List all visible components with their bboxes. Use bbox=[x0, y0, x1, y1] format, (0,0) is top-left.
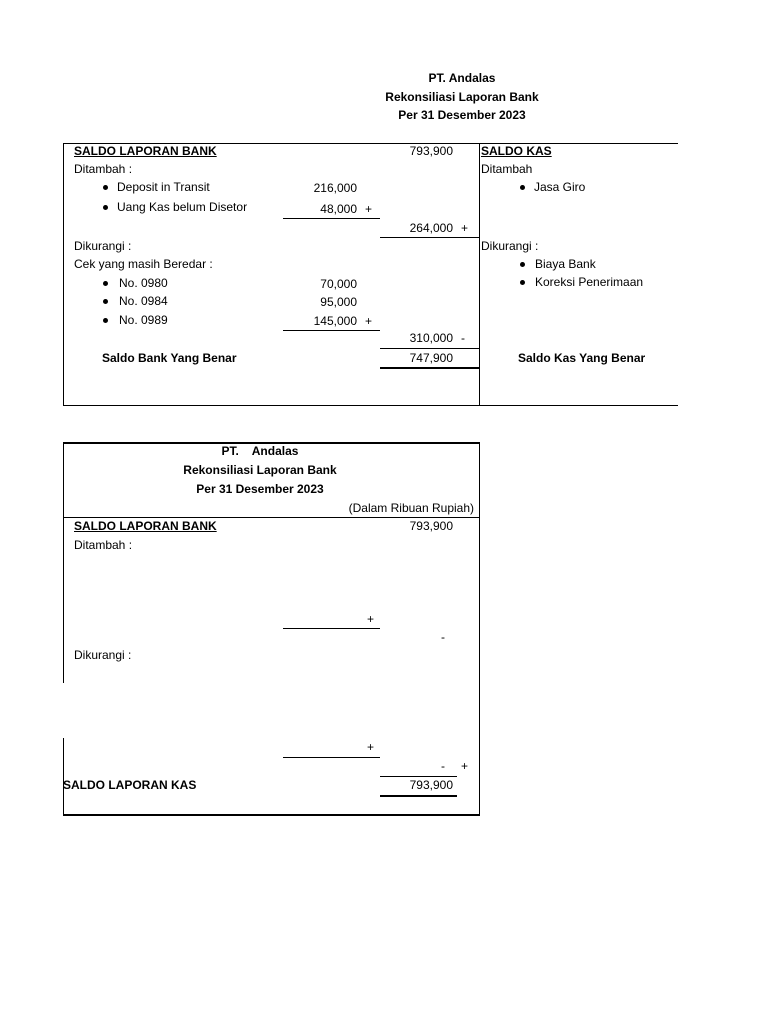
report2-left-border bbox=[63, 443, 64, 683]
report1-title: Rekonsiliasi Laporan Bank bbox=[385, 90, 539, 104]
report2-heading: SALDO LAPORAN BANK bbox=[74, 519, 217, 533]
report2-bottom-border bbox=[63, 814, 480, 816]
report2-deductions-total: - bbox=[441, 759, 445, 773]
report1-left-border bbox=[63, 143, 64, 405]
report2-deductions-total-sign: + bbox=[461, 759, 469, 773]
bank-adjusted-balance: 747,900 bbox=[409, 351, 453, 365]
report1-bottom-border bbox=[63, 405, 678, 406]
bullet-icon bbox=[103, 318, 108, 323]
report2-left-border bbox=[63, 738, 64, 815]
bullet-icon bbox=[520, 185, 525, 190]
bank-additions-total-sign: + bbox=[461, 221, 469, 235]
final-double-underline bbox=[380, 367, 479, 369]
report2-additions-label: Ditambah : bbox=[74, 538, 133, 552]
cash-addition-label: Jasa Giro bbox=[534, 180, 586, 194]
cash-heading: SALDO KAS bbox=[481, 144, 552, 158]
bank-deduction-sign: + bbox=[365, 314, 373, 328]
report2-unit-note: (Dalam Ribuan Rupiah) bbox=[348, 501, 474, 515]
bullet-icon bbox=[520, 262, 525, 267]
cash-deduction-label: Biaya Bank bbox=[535, 257, 596, 271]
total-underline bbox=[380, 237, 479, 238]
report2-header-divider bbox=[63, 517, 479, 518]
bank-deduction-label: No. 0980 bbox=[119, 276, 168, 290]
bank-opening-balance: 793,900 bbox=[409, 144, 453, 158]
bullet-icon bbox=[103, 205, 108, 210]
cash-adjusted-label: Saldo Kas Yang Benar bbox=[518, 351, 646, 365]
cash-additions-label: Ditambah bbox=[481, 162, 533, 176]
bank-addition-amount: 216,000 bbox=[313, 181, 357, 195]
bank-deduction-label: No. 0984 bbox=[119, 294, 168, 308]
report1-date: Per 31 Desember 2023 bbox=[398, 108, 526, 122]
subtotal-underline bbox=[283, 757, 380, 758]
bank-additions-label: Ditambah : bbox=[74, 162, 133, 176]
total-underline bbox=[380, 776, 457, 777]
final-double-underline bbox=[380, 795, 457, 797]
bank-heading: SALDO LAPORAN BANK bbox=[74, 144, 217, 158]
bank-addition-label: Deposit in Transit bbox=[117, 180, 210, 194]
bank-deductions-label: Dikurangi : bbox=[74, 239, 132, 253]
bullet-icon bbox=[103, 185, 108, 190]
bank-deduction-amount: 95,000 bbox=[320, 295, 357, 309]
total-underline bbox=[380, 348, 479, 349]
bullet-icon bbox=[103, 281, 108, 286]
cash-deduction-label: Koreksi Penerimaan bbox=[535, 275, 644, 289]
bullet-icon bbox=[103, 299, 108, 304]
report1-column-divider bbox=[479, 143, 480, 405]
bank-deductions-total-sign: - bbox=[461, 331, 465, 345]
bank-additions-total: 264,000 bbox=[409, 221, 453, 235]
report2-company-name: PT. Andalas bbox=[221, 444, 299, 458]
bank-deductions-total: 310,000 bbox=[409, 331, 453, 345]
report2-additions-total: - bbox=[441, 630, 445, 644]
bank-deduction-amount: 70,000 bbox=[320, 277, 357, 291]
subtotal-underline bbox=[283, 330, 380, 331]
subtotal-underline bbox=[283, 218, 380, 219]
report2-right-border bbox=[479, 443, 480, 816]
report2-opening-balance: 793,900 bbox=[409, 519, 453, 533]
cash-deductions-label: Dikurangi : bbox=[481, 239, 539, 253]
bank-addition-label: Uang Kas belum Disetor bbox=[117, 200, 248, 214]
bank-adjusted-label: Saldo Bank Yang Benar bbox=[102, 351, 237, 365]
report2-deductions-label: Dikurangi : bbox=[74, 648, 132, 662]
bank-deduction-label: No. 0989 bbox=[119, 313, 168, 327]
subtotal-underline bbox=[283, 628, 380, 629]
bank-addition-amount: 48,000 bbox=[320, 202, 357, 216]
bank-deduction-amount: 145,000 bbox=[313, 314, 357, 328]
report2-additions-subtotal-sign: + bbox=[367, 612, 375, 626]
bank-addition-sign: + bbox=[365, 202, 373, 216]
report2-title: Rekonsiliasi Laporan Bank bbox=[183, 463, 337, 477]
bank-deductions-sublabel: Cek yang masih Beredar : bbox=[74, 257, 213, 271]
report2-deductions-subtotal-sign: + bbox=[367, 740, 375, 754]
report2-closing-balance: 793,900 bbox=[409, 778, 453, 792]
report2-date: Per 31 Desember 2023 bbox=[196, 482, 324, 496]
report1-company-name: PT. Andalas bbox=[428, 71, 496, 85]
report2-closing-label: SALDO LAPORAN KAS bbox=[63, 778, 197, 792]
bullet-icon bbox=[520, 280, 525, 285]
